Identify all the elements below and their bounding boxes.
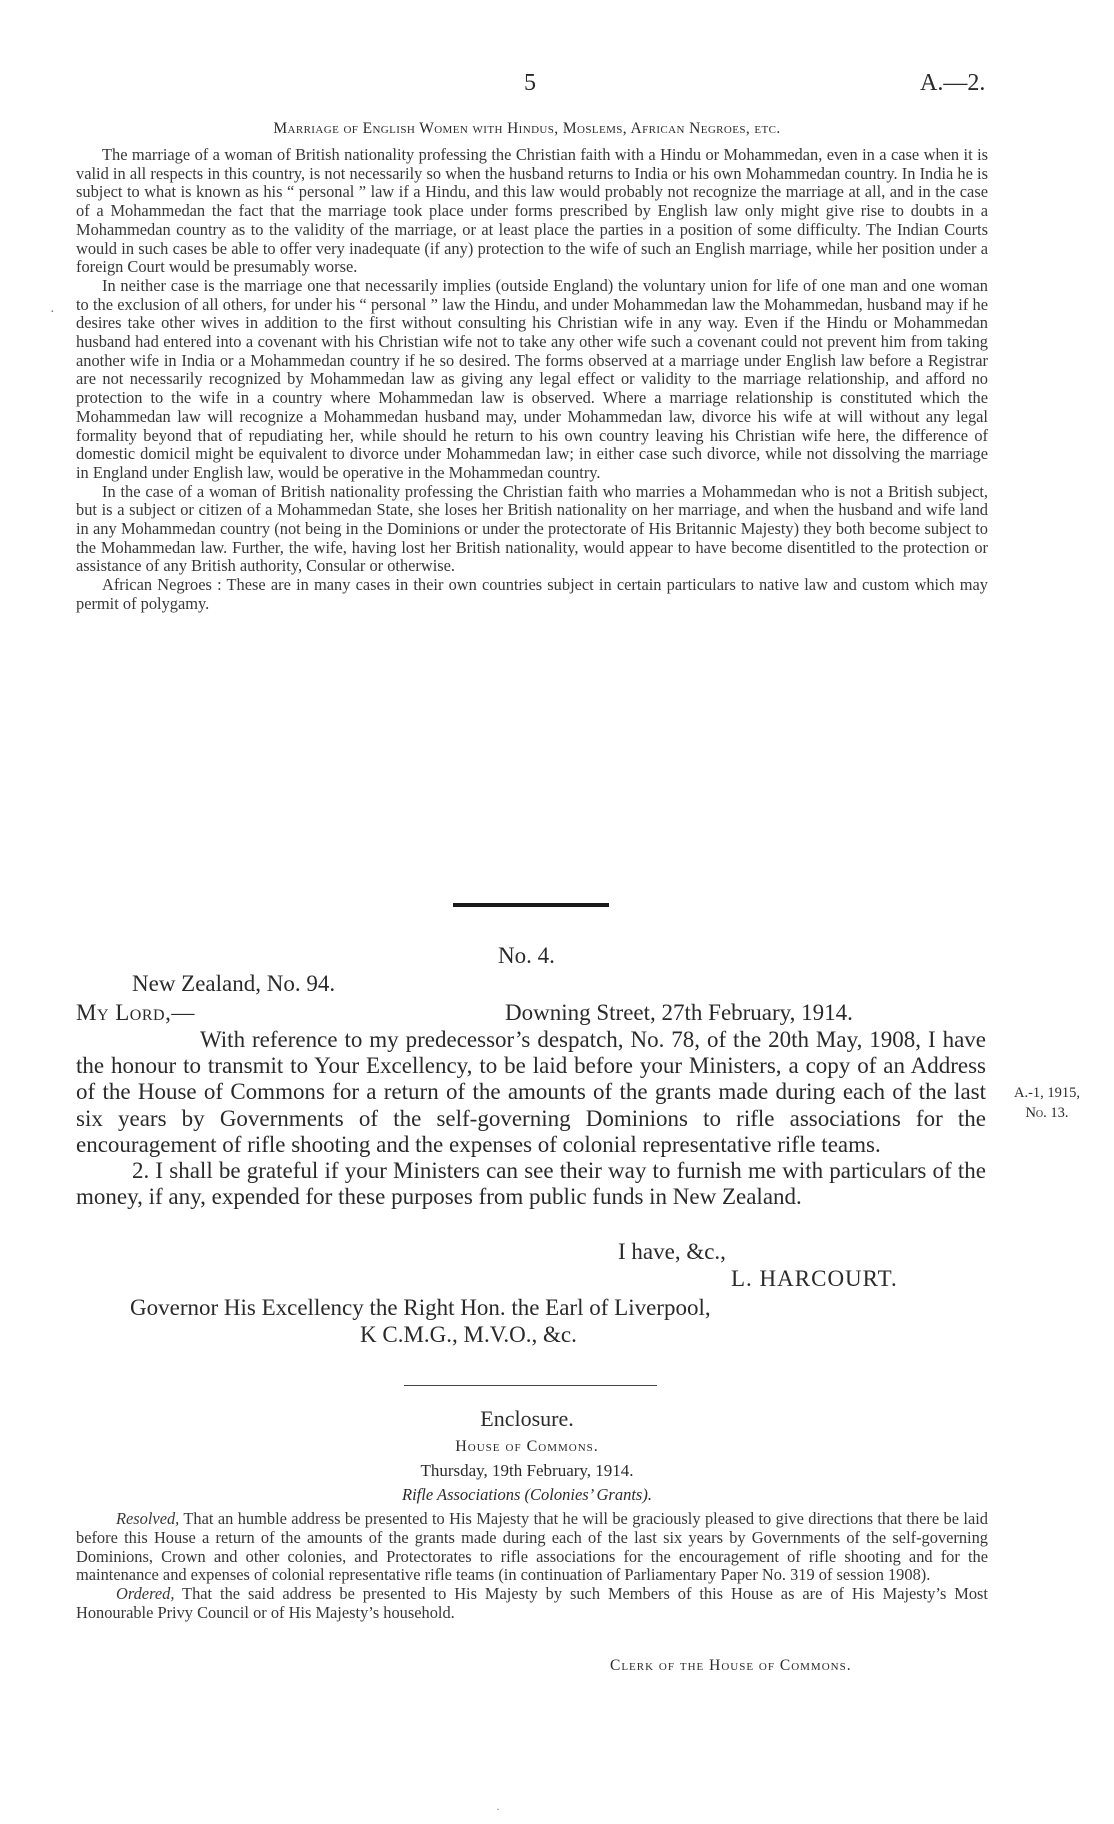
- despatch-number: No. 4.: [498, 943, 555, 968]
- paragraph: African Negroes : These are in many cases in their own countries subject in certain particulars to native law and custom which may permit of polygamy.: [76, 575, 988, 613]
- enclosure-date: Thursday, 19th February, 1914.: [420, 1461, 634, 1480]
- order-paragraph: [76, 1585, 988, 1623]
- footer-mark: ·: [496, 1802, 500, 1816]
- addressee-honours: K C.M.G., M.V.O., &c.: [360, 1322, 577, 1347]
- salutation-text: My Lord,: [76, 1000, 172, 1025]
- closing: I have, &c.,: [618, 1239, 726, 1264]
- section-divider: [453, 903, 609, 907]
- signature: L. HARCOURT.: [731, 1266, 898, 1291]
- addressee: Governor His Excellency the Right Hon. the Earl of Liverpool,: [130, 1295, 711, 1320]
- page-number: 5: [524, 70, 536, 96]
- margin-mark: ·: [50, 305, 55, 320]
- clerk-signature: Clerk of the House of Commons.: [610, 1657, 852, 1674]
- paragraph: In neither case is the marriage one that necessarily implies (outside England) the voluntary union for life of one man and one woman to the exclusion of all others, for under his “ personal ” law the Hindu, and under Mohammedan law the Mohammedan, husband may if he desires take other wives in addition to the first without consulting his Christian wife in any way. Even if the Hindu or Mohammedan husband had entered into a covenant with his Christian wife not to take any other wife such a covenant could not prevent him from taking another wife in India or a Mohammedan country if he so desired. The forms observed at a marriage under English law before a Registrar are not necessarily recognized by Mohammedan law as giving any legal effect or validity to the marriage relationship, and afford no protection to the wife in a country where Mohammedan law is observed. Where a marriage relationship is constituted which the Mohammedan law will recognize a Mohammedan husband may, under Mohammedan law, divorce his wife at will without any legal formality beyond that of repudiating her, while should he return to his own country leaving his Christian wife here, the difference of domestic domicil might be equivalent to divorce under Mohammedan law; in either case such divorce, while not dissolving the marriage in England under English law, would be operative in the Mohammedan country.: [76, 275, 988, 482]
- ordered-text: That the said address be presented to His Majesty by such Members of this House as are of His Majesty’s Most Honourable Privy Council or of His Majesty’s household.: [76, 1584, 988, 1622]
- ordered-label: Ordered,: [116, 1584, 175, 1604]
- paragraph: The marriage of a woman of British nationality professing the Christian faith with a Hindu or Mohammedan, even in a case when it is valid in all respects in this country, is not necessarily so when the husband returns to India or his own Mohammedan country. In India he is subject to what is known as his “ personal ” law if a Hindu, and this law would probably not recognize the marriage at all, and in the case of a Mohammedan the fact that the marriage took place under forms prescribed by English law only might give rise to doubts in a Mohammedan country as to the validity of the marriage, or at least place the parties in a position of some difficulty. The Indian Courts would in such cases be able to offer very inadequate (if any) protection to the wife of such an English marriage, while her position under a foreign Court would be presumably worse.: [76, 145, 988, 277]
- paragraph: 2. I shall be grateful if your Ministers can see their way to furnish me with particulars of the money, if any, expended for these purposes from public funds in New Zealand.: [76, 1158, 986, 1210]
- place-date: Downing Street, 27th February, 1914.: [505, 1000, 853, 1025]
- section-heading: Marriage of English Women with Hindus, Moslems, African Negroes, etc.: [273, 120, 781, 137]
- enclosure-subject: Rifle Associations (Colonies’ Grants).: [402, 1485, 652, 1504]
- resolved-label: Resolved,: [116, 1509, 180, 1528]
- margin-note: [992, 1083, 1102, 1123]
- colony-reference: New Zealand, No. 94.: [132, 971, 336, 996]
- despatch-body: [76, 1027, 986, 1210]
- margin-note-ref: A.-1, 1915,: [1013, 1085, 1081, 1101]
- paragraph: With reference to my predecessor’s despatch, No. 78, of the 20th May, 1908, I have the honour to transmit to Your Excellency, to be laid before your Ministers, a copy of an Address of the House of Commons for a return of the amounts of the grants made during each of the last six years by Governments of the self-governing Dominions to rifle associations for the encouragement of rifle shooting and the expenses of colonial representative rifle teams.: [76, 1027, 986, 1157]
- salutation: [76, 1000, 194, 1026]
- house-heading: House of Commons.: [455, 1438, 599, 1455]
- enclosure-title: Enclosure.: [480, 1406, 574, 1431]
- section-body: [76, 146, 988, 614]
- salutation-dash: —: [171, 1000, 195, 1025]
- resolved-text: That an humble address be presented to His Majesty that he will be graciously pleased to give directions that there be laid before this House a return of the amounts of the grants made during each of the last six years by Governments of the self-governing Dominions, Crown and other colonies, and Protectorates to rifle associations for the encouragement of rifle shooting and for the maintenance and expenses of colonial representative rifle teams (in continuation of Parliamentary Paper No. 319 of session 1908).: [76, 1509, 988, 1585]
- enclosure-divider: [404, 1385, 657, 1386]
- paragraph: In the case of a woman of British nationality professing the Christian faith who marries a Mohammedan who is not a British subject, but is a subject or citizen of a Mohammedan State, she loses her British nationality on her marriage, and when the husband and wife land in any Mohammedan country (not being in the Dominions or under the protectorate of His Britannic Majesty) they both become subject to the Mohammedan law. Further, the wife, having lost her British nationality, would appear to have become disentitled to the protection or assistance of any British authority, Consular or otherwise.: [76, 481, 988, 576]
- margin-note-number: No. 13.: [1025, 1105, 1069, 1121]
- paper-reference: A.—2.: [920, 70, 986, 96]
- enclosure-body: [76, 1510, 988, 1623]
- resolution-paragraph: [76, 1510, 988, 1585]
